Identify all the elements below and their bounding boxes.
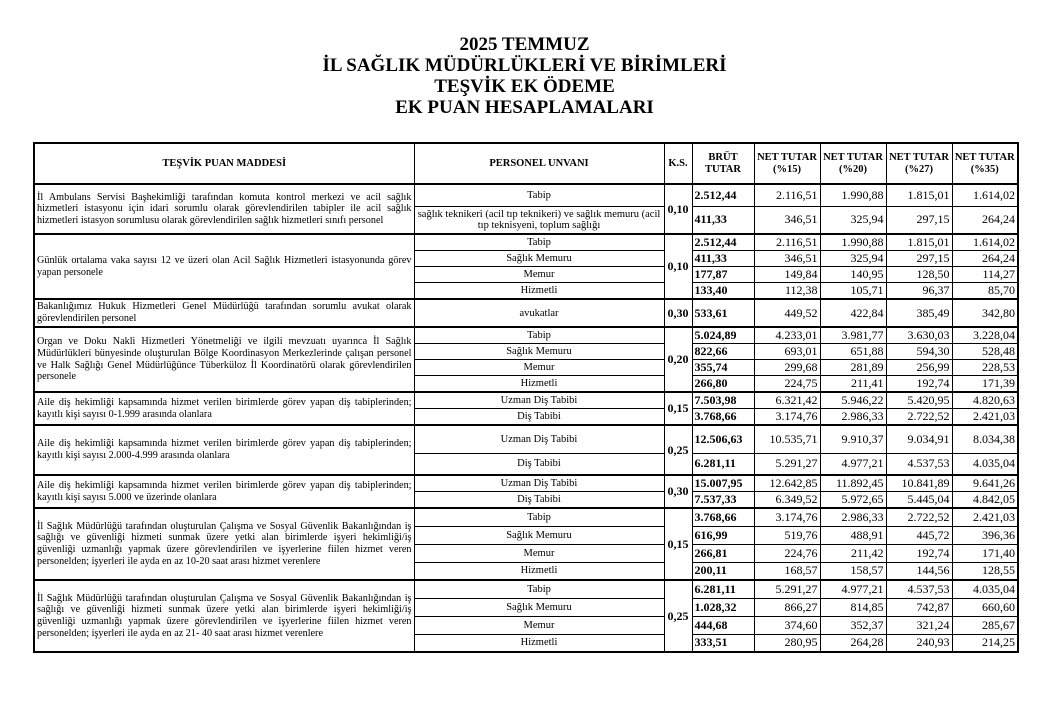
unvan-cell: Hizmetli (414, 283, 664, 300)
unvan-cell: Memur (414, 544, 664, 562)
header-ks: K.S. (664, 143, 692, 184)
header-net27: NET TUTAR (%27) (886, 143, 952, 184)
net20-cell: 140,95 (820, 267, 886, 283)
ks-cell: 0,30 (664, 299, 692, 327)
net27-cell: 321,24 (886, 616, 952, 634)
net35-cell: 171,40 (952, 544, 1018, 562)
ks-cell: 0,25 (664, 425, 692, 475)
table-row (34, 184, 1018, 206)
net27-cell: 96,37 (886, 283, 952, 300)
net35-cell: 4.842,05 (952, 492, 1018, 509)
brut-cell: 411,33 (692, 251, 754, 267)
brut-cell: 2.512,44 (692, 184, 754, 206)
header-madde: TEŞVİK PUAN MADDESİ (34, 143, 414, 184)
net27-cell: 1.815,01 (886, 234, 952, 251)
brut-cell: 6.281,11 (692, 453, 754, 475)
net15-cell: 3.174,76 (754, 508, 820, 526)
net27-cell: 2.722,52 (886, 409, 952, 426)
net20-cell: 264,28 (820, 634, 886, 652)
net27-cell: 594,30 (886, 344, 952, 360)
table-row (34, 580, 1018, 598)
table-group (34, 392, 1018, 425)
net35-cell: 528,48 (952, 344, 1018, 360)
unvan-cell: Uzman Diş Tabibi (414, 392, 664, 409)
title-line-1: 2025 TEMMUZ (459, 34, 590, 55)
brut-cell: 3.768,66 (692, 508, 754, 526)
header-net35: NET TUTAR (%35) (952, 143, 1018, 184)
net20-cell: 158,57 (820, 562, 886, 580)
net35-cell: 4.820,63 (952, 392, 1018, 409)
net27-cell: 1.815,01 (886, 184, 952, 206)
brut-cell: 6.281,11 (692, 580, 754, 598)
ks-cell: 0,30 (664, 475, 692, 508)
table-row (34, 327, 1018, 344)
madde-cell: Bakanlığımız Hukuk Hizmetleri Genel Müdürlüğü tarafından sorumlu avukat olarak görevlendirilen personel (34, 299, 414, 327)
unvan-cell: Uzman Diş Tabibi (414, 425, 664, 453)
net35-cell: 342,80 (952, 299, 1018, 327)
ks-cell: 0,10 (664, 234, 692, 299)
net20-cell: 814,85 (820, 598, 886, 616)
table-group (34, 299, 1018, 327)
unvan-cell: Memur (414, 616, 664, 634)
net20-cell: 5.972,65 (820, 492, 886, 509)
net35-cell: 85,70 (952, 283, 1018, 300)
madde-cell: İl Sağlık Müdürlüğü tarafından oluşturulan Çalışma ve Sosyal Güvenlik Bakanlığından iş sağlığı ve güvenliği hizmeti sunmak üzere yetki alan birimlerde işyeri hekimliği/iş güvenliği uzmanlığı yapmak üzere görevlendirilen ve işyerlerine fiilen hizmet veren personelden; işyerleri ile ayda en az 21- 40 saat arası hizmet verenlere (34, 580, 414, 652)
net35-cell: 228,53 (952, 360, 1018, 376)
net20-cell: 4.977,21 (820, 580, 886, 598)
net15-cell: 280,95 (754, 634, 820, 652)
net15-cell: 2.116,51 (754, 234, 820, 251)
net15-cell: 2.116,51 (754, 184, 820, 206)
unvan-cell: Sağlık Memuru (414, 526, 664, 544)
net20-cell: 211,42 (820, 544, 886, 562)
brut-cell: 133,40 (692, 283, 754, 300)
unvan-cell: Tabip (414, 327, 664, 344)
net15-cell: 866,27 (754, 598, 820, 616)
net20-cell: 422,84 (820, 299, 886, 327)
net27-cell: 5.445,04 (886, 492, 952, 509)
net27-cell: 256,99 (886, 360, 952, 376)
net35-cell: 4.035,04 (952, 453, 1018, 475)
net27-cell: 5.420,95 (886, 392, 952, 409)
unvan-cell: Hizmetli (414, 634, 664, 652)
brut-cell: 7.537,33 (692, 492, 754, 509)
net27-cell: 4.537,53 (886, 453, 952, 475)
unvan-cell: avukatlar (414, 299, 664, 327)
madde-cell: Aile diş hekimliği kapsamında hizmet verilen birimlerde görev yapan diş tabiplerinden; kayıtlı kişi sayısı 2.000-4.999 arasında olanlara (34, 425, 414, 475)
net15-cell: 5.291,27 (754, 453, 820, 475)
brut-cell: 266,81 (692, 544, 754, 562)
net27-cell: 240,93 (886, 634, 952, 652)
net27-cell: 9.034,91 (886, 425, 952, 453)
table-group (34, 184, 1018, 234)
unvan-cell: Hizmetli (414, 562, 664, 580)
brut-cell: 1.028,32 (692, 598, 754, 616)
table-row (34, 425, 1018, 453)
net15-cell: 10.535,71 (754, 425, 820, 453)
unvan-cell: Sağlık Memuru (414, 251, 664, 267)
net15-cell: 374,60 (754, 616, 820, 634)
unvan-cell: Hizmetli (414, 376, 664, 393)
table-group (34, 425, 1018, 475)
title-line-4: EK PUAN HESAPLAMALARI (395, 97, 654, 118)
brut-cell: 7.503,98 (692, 392, 754, 409)
unvan-cell: Uzman Diş Tabibi (414, 475, 664, 492)
brut-cell: 616,99 (692, 526, 754, 544)
net15-cell: 12.642,85 (754, 475, 820, 492)
unvan-cell: Sağlık Memuru (414, 344, 664, 360)
net27-cell: 128,50 (886, 267, 952, 283)
net20-cell: 325,94 (820, 206, 886, 234)
net15-cell: 346,51 (754, 251, 820, 267)
header-brut: BRÜT TUTAR (692, 143, 754, 184)
ks-cell: 0,15 (664, 508, 692, 580)
net20-cell: 105,71 (820, 283, 886, 300)
table-group (34, 580, 1018, 652)
table-row (34, 392, 1018, 409)
header-net15: NET TUTAR (%15) (754, 143, 820, 184)
unvan-cell: Tabip (414, 508, 664, 526)
table-group (34, 508, 1018, 580)
net15-cell: 519,76 (754, 526, 820, 544)
table-row (34, 299, 1018, 327)
ks-cell: 0,10 (664, 184, 692, 234)
net20-cell: 651,88 (820, 344, 886, 360)
brut-cell: 15.007,95 (692, 475, 754, 492)
net15-cell: 693,01 (754, 344, 820, 360)
title-line-3: TEŞVİK EK ÖDEME (434, 76, 615, 97)
header-unvan: PERSONEL UNVANI (414, 143, 664, 184)
brut-cell: 177,87 (692, 267, 754, 283)
brut-cell: 2.512,44 (692, 234, 754, 251)
net27-cell: 3.630,03 (886, 327, 952, 344)
net15-cell: 5.291,27 (754, 580, 820, 598)
net27-cell: 4.537,53 (886, 580, 952, 598)
header-row (34, 143, 1018, 184)
net15-cell: 346,51 (754, 206, 820, 234)
brut-cell: 12.506,63 (692, 425, 754, 453)
unvan-cell: sağlık teknikeri (acil tıp teknikeri) ve sağlık memuru (acil tıp teknisyeni, toplum sağlığı (414, 206, 664, 234)
net20-cell: 4.977,21 (820, 453, 886, 475)
net20-cell: 1.990,88 (820, 234, 886, 251)
net20-cell: 211,41 (820, 376, 886, 393)
net15-cell: 3.174,76 (754, 409, 820, 426)
table-row (34, 234, 1018, 251)
brut-cell: 333,51 (692, 634, 754, 652)
net15-cell: 6.321,42 (754, 392, 820, 409)
net15-cell: 224,75 (754, 376, 820, 393)
madde-cell: İl Sağlık Müdürlüğü tarafından oluşturulan Çalışma ve Sosyal Güvenlik Bakanlığından iş sağlığı ve güvenliği hizmeti sunmak üzere yetki alan birimlerde işyeri hekimliği/iş güvenliği uzmanlığı yapmak üzere görevlendirilen ve işyerlerine fiilen hizmet veren personelden; işyerleri ile ayda en az 10-20 saat arası hizmet verenlere (34, 508, 414, 580)
net27-cell: 297,15 (886, 251, 952, 267)
brut-cell: 355,74 (692, 360, 754, 376)
net35-cell: 660,60 (952, 598, 1018, 616)
table-row (34, 508, 1018, 526)
net15-cell: 449,52 (754, 299, 820, 327)
brut-cell: 200,11 (692, 562, 754, 580)
unvan-cell: Memur (414, 360, 664, 376)
unvan-cell: Tabip (414, 184, 664, 206)
net35-cell: 264,24 (952, 206, 1018, 234)
net15-cell: 299,68 (754, 360, 820, 376)
net27-cell: 297,15 (886, 206, 952, 234)
brut-cell: 5.024,89 (692, 327, 754, 344)
madde-cell: Günlük ortalama vaka sayısı 12 ve üzeri olan Acil Sağlık Hizmetleri istasyonunda görev yapan personele (34, 234, 414, 299)
header-net20: NET TUTAR (%20) (820, 143, 886, 184)
net20-cell: 11.892,45 (820, 475, 886, 492)
net35-cell: 264,24 (952, 251, 1018, 267)
net35-cell: 3.228,04 (952, 327, 1018, 344)
net27-cell: 742,87 (886, 598, 952, 616)
brut-cell: 444,68 (692, 616, 754, 634)
net35-cell: 285,67 (952, 616, 1018, 634)
net35-cell: 214,25 (952, 634, 1018, 652)
unvan-cell: Memur (414, 267, 664, 283)
net20-cell: 1.990,88 (820, 184, 886, 206)
net35-cell: 8.034,38 (952, 425, 1018, 453)
brut-cell: 266,80 (692, 376, 754, 393)
ks-cell: 0,15 (664, 392, 692, 425)
net15-cell: 112,38 (754, 283, 820, 300)
title-line-2: İL SAĞLIK MÜDÜRLÜKLERİ VE BİRİMLERİ (322, 55, 727, 76)
net35-cell: 1.614,02 (952, 184, 1018, 206)
net15-cell: 6.349,52 (754, 492, 820, 509)
net20-cell: 488,91 (820, 526, 886, 544)
madde-cell: Organ ve Doku Nakli Hizmetleri Yönetmeliği ve ilgili mevzuatı uyarınca İl Sağlık Müdürlükleri bünyesinde oluşturulan Bölge Koordinasyon Merkezlerinde çalışan personel ve Halk Sağlığı Genel Müdürlüğünce Tüberküloz İl Koordinatörü olarak görevlendirilen personele (34, 327, 414, 392)
unvan-cell: Tabip (414, 234, 664, 251)
table-group (34, 475, 1018, 508)
net27-cell: 144,56 (886, 562, 952, 580)
net20-cell: 325,94 (820, 251, 886, 267)
net20-cell: 2.986,33 (820, 508, 886, 526)
net15-cell: 168,57 (754, 562, 820, 580)
net20-cell: 9.910,37 (820, 425, 886, 453)
net15-cell: 149,84 (754, 267, 820, 283)
brut-cell: 533,61 (692, 299, 754, 327)
table-group (34, 327, 1018, 392)
unvan-cell: Diş Tabibi (414, 409, 664, 426)
document-title-block (0, 34, 1049, 118)
unvan-cell: Diş Tabibi (414, 492, 664, 509)
brut-cell: 3.768,66 (692, 409, 754, 426)
net35-cell: 1.614,02 (952, 234, 1018, 251)
net27-cell: 10.841,89 (886, 475, 952, 492)
net20-cell: 3.981,77 (820, 327, 886, 344)
brut-cell: 822,66 (692, 344, 754, 360)
net27-cell: 192,74 (886, 544, 952, 562)
table-row (34, 475, 1018, 492)
net35-cell: 9.641,26 (952, 475, 1018, 492)
net27-cell: 2.722,52 (886, 508, 952, 526)
net20-cell: 5.946,22 (820, 392, 886, 409)
net35-cell: 128,55 (952, 562, 1018, 580)
net35-cell: 2.421,03 (952, 409, 1018, 426)
madde-cell: Aile diş hekimliği kapsamında hizmet verilen birimlerde görev yapan diş tabiplerinden; kayıtlı kişi sayısı 0-1.999 arasında olanlara (34, 392, 414, 425)
net35-cell: 2.421,03 (952, 508, 1018, 526)
ek-puan-table (33, 142, 1019, 653)
ks-cell: 0,25 (664, 580, 692, 652)
net27-cell: 192,74 (886, 376, 952, 393)
net35-cell: 171,39 (952, 376, 1018, 393)
table-group (34, 234, 1018, 299)
net35-cell: 396,36 (952, 526, 1018, 544)
net35-cell: 114,27 (952, 267, 1018, 283)
net15-cell: 224,76 (754, 544, 820, 562)
brut-cell: 411,33 (692, 206, 754, 234)
unvan-cell: Diş Tabibi (414, 453, 664, 475)
net27-cell: 385,49 (886, 299, 952, 327)
net27-cell: 445,72 (886, 526, 952, 544)
madde-cell: Aile diş hekimliği kapsamında hizmet verilen birimlerde görev yapan diş tabiplerinden; kayıtlı kişi sayısı 5.000 ve üzerinde olanlara (34, 475, 414, 508)
net20-cell: 352,37 (820, 616, 886, 634)
unvan-cell: Sağlık Memuru (414, 598, 664, 616)
unvan-cell: Tabip (414, 580, 664, 598)
madde-cell: İl Ambulans Servisi Başhekimliği tarafından komuta kontrol merkezi ve acil sağlık hizmetleri istasyonu için idari sorumlu olarak görevlendirilen tabipler ile acil sağlık hizmetleri istasyon sorumlusu olarak görevlendirilen sağlık hizmetleri sınıfı personel (34, 184, 414, 234)
net20-cell: 281,89 (820, 360, 886, 376)
net20-cell: 2.986,33 (820, 409, 886, 426)
net15-cell: 4.233,01 (754, 327, 820, 344)
net35-cell: 4.035,04 (952, 580, 1018, 598)
ks-cell: 0,20 (664, 327, 692, 392)
